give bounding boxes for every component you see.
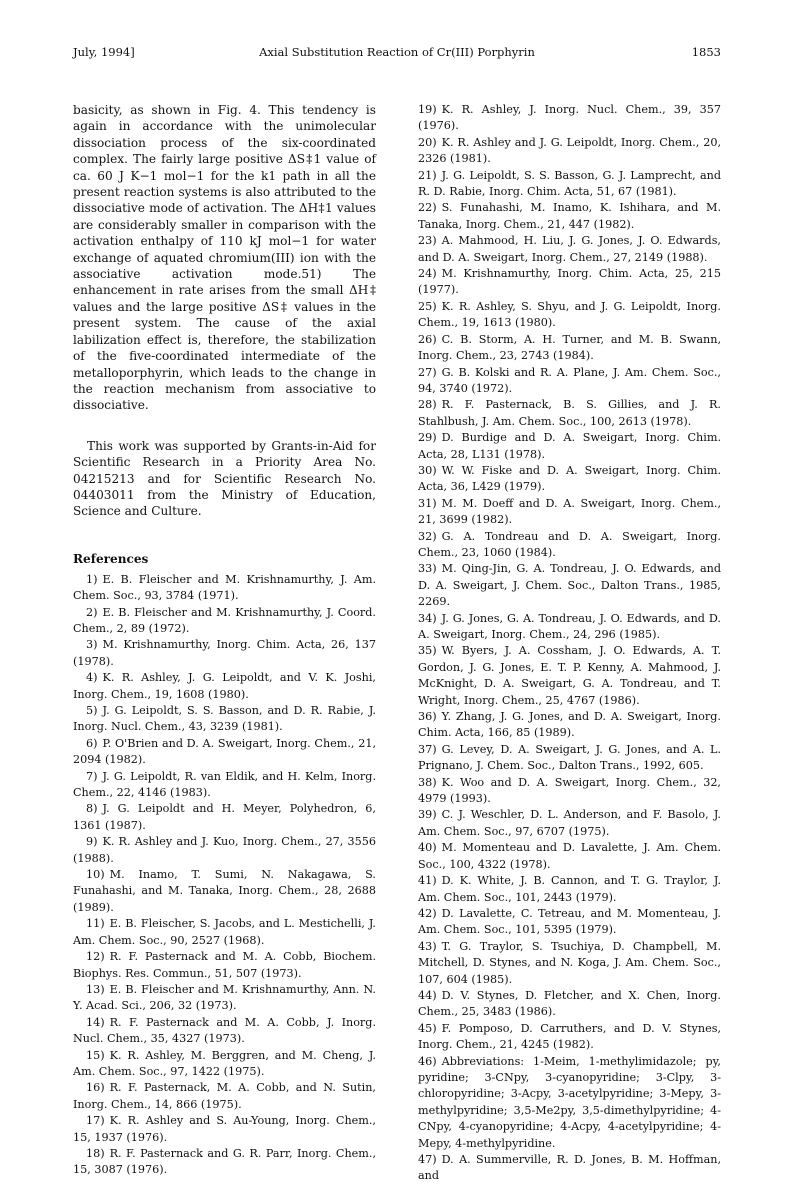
reference-text: D. V. Stynes, D. Fletcher, and X. Chen, Inorg. Chem., 25, 3483 (1986). [418, 988, 721, 1019]
reference-number: 13) [86, 982, 105, 996]
header-date: July, 1994] [73, 45, 135, 59]
reference-item [418, 332, 721, 365]
reference-item [418, 200, 721, 233]
reference-number: 25) [418, 299, 437, 313]
reference-item [73, 605, 376, 638]
reference-item [418, 168, 721, 201]
reference-item [418, 906, 721, 939]
reference-item [73, 703, 376, 736]
reference-text: P. O'Brien and D. A. Sweigart, Inorg. Chem., 21, 2094 (1982). [73, 736, 376, 767]
reference-number: 40) [418, 841, 437, 855]
reference-number: 9) [86, 835, 98, 849]
reference-text: K. R. Ashley and J. Kuo, Inorg. Chem., 27, 3556 (1988). [73, 835, 376, 865]
running-title: Axial Substitution Reaction of Cr(III) Porphyrin [259, 45, 535, 59]
reference-item [418, 561, 721, 610]
reference-number: 34) [418, 611, 437, 625]
reference-item [418, 939, 721, 988]
reference-text: J. G. Leipoldt and H. Meyer, Polyhedron, 6, 1361 (1987). [73, 802, 376, 832]
reference-number: 45) [418, 1021, 437, 1035]
reference-text: G. A. Tondreau and D. A. Sweigart, Inorg. Chem., 23, 1060 (1984). [418, 529, 721, 559]
reference-text: M. Qing-Jin, G. A. Tondreau, J. O. Edwards, and D. A. Sweigart, J. Chem. Soc., Dalton Trans., 1985, 2269. [418, 562, 721, 609]
reference-text: D. A. Summerville, R. D. Jones, B. M. Hoffman, and [418, 1153, 721, 1183]
reference-item [73, 736, 376, 769]
reference-number: 20) [418, 135, 437, 149]
reference-number: 42) [418, 906, 437, 920]
reference-item [73, 572, 376, 605]
reference-number: 2) [86, 605, 98, 619]
reference-text: R. F. Pasternack, M. A. Cobb, and N. Sutin, Inorg. Chem., 14, 866 (1975). [73, 1081, 376, 1111]
reference-number: 5) [86, 704, 98, 717]
reference-item [418, 709, 721, 742]
reference-number: 3) [86, 638, 98, 652]
reference-number: 10) [86, 868, 105, 882]
reference-number: 7) [86, 769, 98, 783]
reference-item [73, 834, 376, 867]
reference-number: 41) [418, 874, 437, 888]
body-paragraph: basicity, as shown in Fig. 4. This tendency is again in accordance with the unimolecular dissociation process of the six-coordinated complex. The fairly large positive ΔS‡1 value of ca. 60 J K−1 mol−1 for the k1 path in all the present reaction systems is also attributed to the dissociative mode of activation. The ΔH‡1 values are considerably smaller in comparison with the activation enthalpy of 110 kJ mol−1 for water exchange of aquated chromium(III) ion with the associative activation mode.51) The enhancement in rate arises from the small ΔH‡ values and the large positive ΔS‡ values in the present system. The cause of the axial labilization effect is, therefore, the stabilization of the five-coordinated intermediate of the metalloporphyrin, which leads to the change in the reaction mechanism from associative to dissociative. [73, 103, 376, 413]
reference-number: 37) [418, 742, 437, 756]
reference-text: K. R. Ashley and S. Au-Young, Inorg. Chem., 15, 1937 (1976). [73, 1114, 376, 1144]
reference-number: 8) [86, 802, 98, 816]
reference-text: M. M. Doeff and D. A. Sweigart, Inorg. Chem., 21, 3699 (1982). [418, 496, 721, 527]
reference-number: 21) [418, 168, 437, 182]
reference-number: 26) [418, 332, 437, 346]
reference-text: J. G. Leipoldt, S. S. Basson, and D. R. Rabie, J. Inorg. Nucl. Chem., 43, 3239 (1981). [73, 704, 376, 734]
reference-number: 16) [86, 1081, 105, 1095]
reference-text: E. B. Fleischer and M. Krishnamurthy, J. Am. Chem. Soc., 93, 3784 (1971). [73, 572, 376, 603]
reference-item [418, 873, 721, 906]
reference-number: 31) [418, 496, 437, 510]
reference-number: 1) [86, 572, 98, 586]
reference-number: 14) [86, 1015, 105, 1029]
reference-text: J. G. Jones, G. A. Tondreau, J. O. Edwards, and D. A. Sweigart, Inorg. Chem., 24, 296 (1985). [418, 611, 721, 641]
reference-text: K. R. Ashley, S. Shyu, and J. G. Leipoldt, Inorg. Chem., 19, 1613 (1980). [418, 299, 721, 330]
reference-item [73, 801, 376, 834]
reference-item [418, 988, 721, 1021]
reference-number: 28) [418, 398, 437, 412]
reference-text: A. Mahmood, H. Liu, J. G. Jones, J. O. Edwards, and D. A. Sweigart, Inorg. Chem., 27, 2149 (1988). [418, 234, 721, 264]
reference-number: 24) [418, 267, 437, 281]
reference-number: 36) [418, 710, 437, 724]
reference-text: C. J. Weschler, D. L. Anderson, and F. Basolo, J. Am. Chem. Soc., 97, 6707 (1975). [418, 808, 721, 838]
reference-number: 43) [418, 939, 437, 953]
reference-text: D. Burdige and D. A. Sweigart, Inorg. Chim. Acta, 28, L131 (1978). [418, 431, 721, 461]
reference-number: 27) [418, 365, 437, 379]
reference-number: 18) [86, 1146, 105, 1160]
reference-item [73, 1146, 376, 1179]
reference-item [73, 1015, 376, 1048]
reference-item [73, 949, 376, 982]
reference-number: 15) [86, 1048, 105, 1062]
reference-item [418, 611, 721, 644]
reference-text: M. Momenteau and D. Lavalette, J. Am. Chem. Soc., 100, 4322 (1978). [418, 841, 721, 871]
reference-text: M. Krishnamurthy, Inorg. Chim. Acta, 25, 215 (1977). [418, 267, 721, 297]
reference-number: 44) [418, 988, 437, 1002]
reference-item [73, 916, 376, 949]
reference-text: K. R. Ashley, J. G. Leipoldt, and V. K. Joshi, Inorg. Chem., 19, 1608 (1980). [73, 671, 376, 701]
reference-item [418, 529, 721, 562]
reference-item [418, 102, 721, 135]
reference-number: 32) [418, 529, 437, 543]
reference-number: 47) [418, 1153, 437, 1166]
reference-number: 46) [418, 1054, 437, 1068]
reference-item [418, 775, 721, 808]
reference-text: E. B. Fleischer, S. Jacobs, and L. Mestichelli, J. Am. Chem. Soc., 90, 2527 (1968). [73, 917, 376, 947]
reference-number: 22) [418, 201, 437, 215]
reference-text: J. G. Leipoldt, R. van Eldik, and H. Kelm, Inorg. Chem., 22, 4146 (1983). [73, 769, 376, 800]
reference-item [418, 299, 721, 332]
reference-list-left [73, 572, 376, 1179]
reference-text: C. B. Storm, A. H. Turner, and M. B. Swann, Inorg. Chem., 23, 2743 (1984). [418, 332, 721, 363]
reference-text: K. Woo and D. A. Sweigart, Inorg. Chem., 32, 4979 (1993). [418, 775, 721, 806]
reference-item [418, 1152, 721, 1185]
reference-text: W. W. Fiske and D. A. Sweigart, Inorg. Chim. Acta, 36, L429 (1979). [418, 463, 721, 494]
reference-item [418, 365, 721, 398]
reference-text: W. Byers, J. A. Cossham, J. O. Edwards, A. T. Gordon, J. G. Jones, E. T. P. Kenny, A. Mahmood, J. McKnight, D. A. Sweigart, G. A. Tondreau, and T. Wright, Inorg. Chem., 25, 4767 (1986). [418, 644, 721, 707]
reference-text: K. R. Ashley, J. Inorg. Nucl. Chem., 39, 357 (1976). [418, 103, 721, 133]
reference-number: 38) [418, 775, 437, 789]
reference-item [73, 1113, 376, 1146]
reference-text: F. Pomposo, D. Carruthers, and D. V. Stynes, Inorg. Chem., 21, 4245 (1982). [418, 1021, 721, 1052]
reference-number: 29) [418, 431, 437, 445]
reference-number: 30) [418, 463, 437, 477]
reference-item [418, 397, 721, 430]
references-heading: References [73, 551, 149, 566]
reference-text: M. Inamo, T. Sumi, N. Nakagawa, S. Funahashi, and M. Tanaka, Inorg. Chem., 28, 2688 (1989). [73, 868, 376, 914]
reference-text: D. Lavalette, C. Tetreau, and M. Momenteau, J. Am. Chem. Soc., 101, 5395 (1979). [418, 906, 721, 937]
reference-item [418, 840, 721, 873]
reference-text: G. Levey, D. A. Sweigart, J. G. Jones, and A. L. Prignano, J. Chem. Soc., Dalton Trans., 1992, 605. [418, 742, 721, 773]
reference-text: E. B. Fleischer and M. Krishnamurthy, Ann. N. Y. Acad. Sci., 206, 32 (1973). [73, 982, 376, 1013]
reference-number: 19) [418, 103, 437, 116]
reference-item [73, 769, 376, 802]
reference-item [418, 430, 721, 463]
reference-number: 23) [418, 234, 437, 248]
reference-item [73, 1048, 376, 1081]
reference-text: G. B. Kolski and R. A. Plane, J. Am. Chem. Soc., 94, 3740 (1972). [418, 365, 721, 395]
reference-number: 17) [86, 1114, 105, 1128]
reference-number: 33) [418, 562, 437, 576]
reference-text: K. R. Ashley, M. Berggren, and M. Cheng, J. Am. Chem. Soc., 97, 1422 (1975). [73, 1048, 376, 1078]
reference-item [73, 982, 376, 1015]
page-header [73, 44, 721, 60]
reference-text: R. F. Pasternack and M. A. Cobb, J. Inorg. Nucl. Chem., 35, 4327 (1973). [73, 1015, 376, 1046]
reference-text: R. F. Pasternack and M. A. Cobb, Biochem. Biophys. Res. Commun., 51, 507 (1973). [73, 950, 376, 980]
reference-list-right [418, 102, 721, 1185]
reference-item [418, 643, 721, 709]
reference-text: K. R. Ashley and J. G. Leipoldt, Inorg. Chem., 20, 2326 (1981). [418, 135, 721, 166]
reference-item [418, 1054, 721, 1152]
reference-item [73, 1080, 376, 1113]
reference-item [418, 266, 721, 299]
reference-number: 11) [86, 917, 105, 931]
reference-number: 4) [86, 671, 98, 685]
reference-text: E. B. Fleischer and M. Krishnamurthy, J. Coord. Chem., 2, 89 (1972). [73, 605, 376, 635]
reference-text: R. F. Pasternack and G. R. Parr, Inorg. Chem., 15, 3087 (1976). [73, 1146, 376, 1177]
reference-text: T. G. Traylor, S. Tsuchiya, D. Champbell, M. Mitchell, D. Stynes, and N. Koga, J. Am. Chem. Soc., 107, 604 (1985). [418, 939, 721, 986]
reference-text: S. Funahashi, M. Inamo, K. Ishihara, and M. Tanaka, Inorg. Chem., 21, 447 (1982). [418, 201, 721, 231]
reference-text: R. F. Pasternack, B. S. Gillies, and J. R. Stahlbush, J. Am. Chem. Soc., 100, 2613 (1978). [418, 398, 721, 428]
reference-item [418, 496, 721, 529]
page-number: 1853 [691, 45, 721, 59]
right-column [418, 102, 721, 1185]
reference-item [418, 233, 721, 266]
reference-text: J. G. Leipoldt, S. S. Basson, G. J. Lamprecht, and R. D. Rabie, Inorg. Chim. Acta, 51, 67 (1981). [418, 168, 721, 199]
reference-text: Y. Zhang, J. G. Jones, and D. A. Sweigart, Inorg. Chim. Acta, 166, 85 (1989). [418, 710, 721, 740]
reference-item [73, 670, 376, 703]
reference-number: 12) [86, 950, 105, 964]
reference-item [418, 463, 721, 496]
reference-item [418, 742, 721, 775]
reference-item [73, 867, 376, 916]
reference-text: M. Krishnamurthy, Inorg. Chim. Acta, 26, 137 (1978). [73, 638, 376, 668]
reference-text: D. K. White, J. B. Cannon, and T. G. Traylor, J. Am. Chem. Soc., 101, 2443 (1979). [418, 874, 721, 904]
reference-text: Abbreviations: 1-Meim, 1-methylimidazole; py, pyridine; 3-CNpy, 3-cyanopyridine; 3-Clpy, 3-chloropyridine; 3-Acpy, 3-acetylpyridine; 3-Mepy, 3-methylpyridine; 3,5-Me2py, 3,5-dimethylpyridine; 4-CNpy, 4-cyanopyridine; 4-Acpy, 4-acetylpyridine; 4-Mepy, 4-methylpyridine. [418, 1054, 721, 1150]
reference-item [418, 135, 721, 168]
acknowledgement: This work was supported by Grants-in-Aid for Scientific Research in a Priority Area No. 04215213 and for Scientific Research No. 04403011 from the Ministry of Education, Science and Culture. [73, 438, 376, 519]
reference-item [418, 1021, 721, 1054]
left-column [73, 102, 376, 1179]
reference-number: 39) [418, 808, 437, 822]
reference-item [418, 807, 721, 840]
reference-number: 35) [418, 644, 437, 658]
reference-number: 6) [86, 736, 98, 750]
reference-item [73, 637, 376, 670]
